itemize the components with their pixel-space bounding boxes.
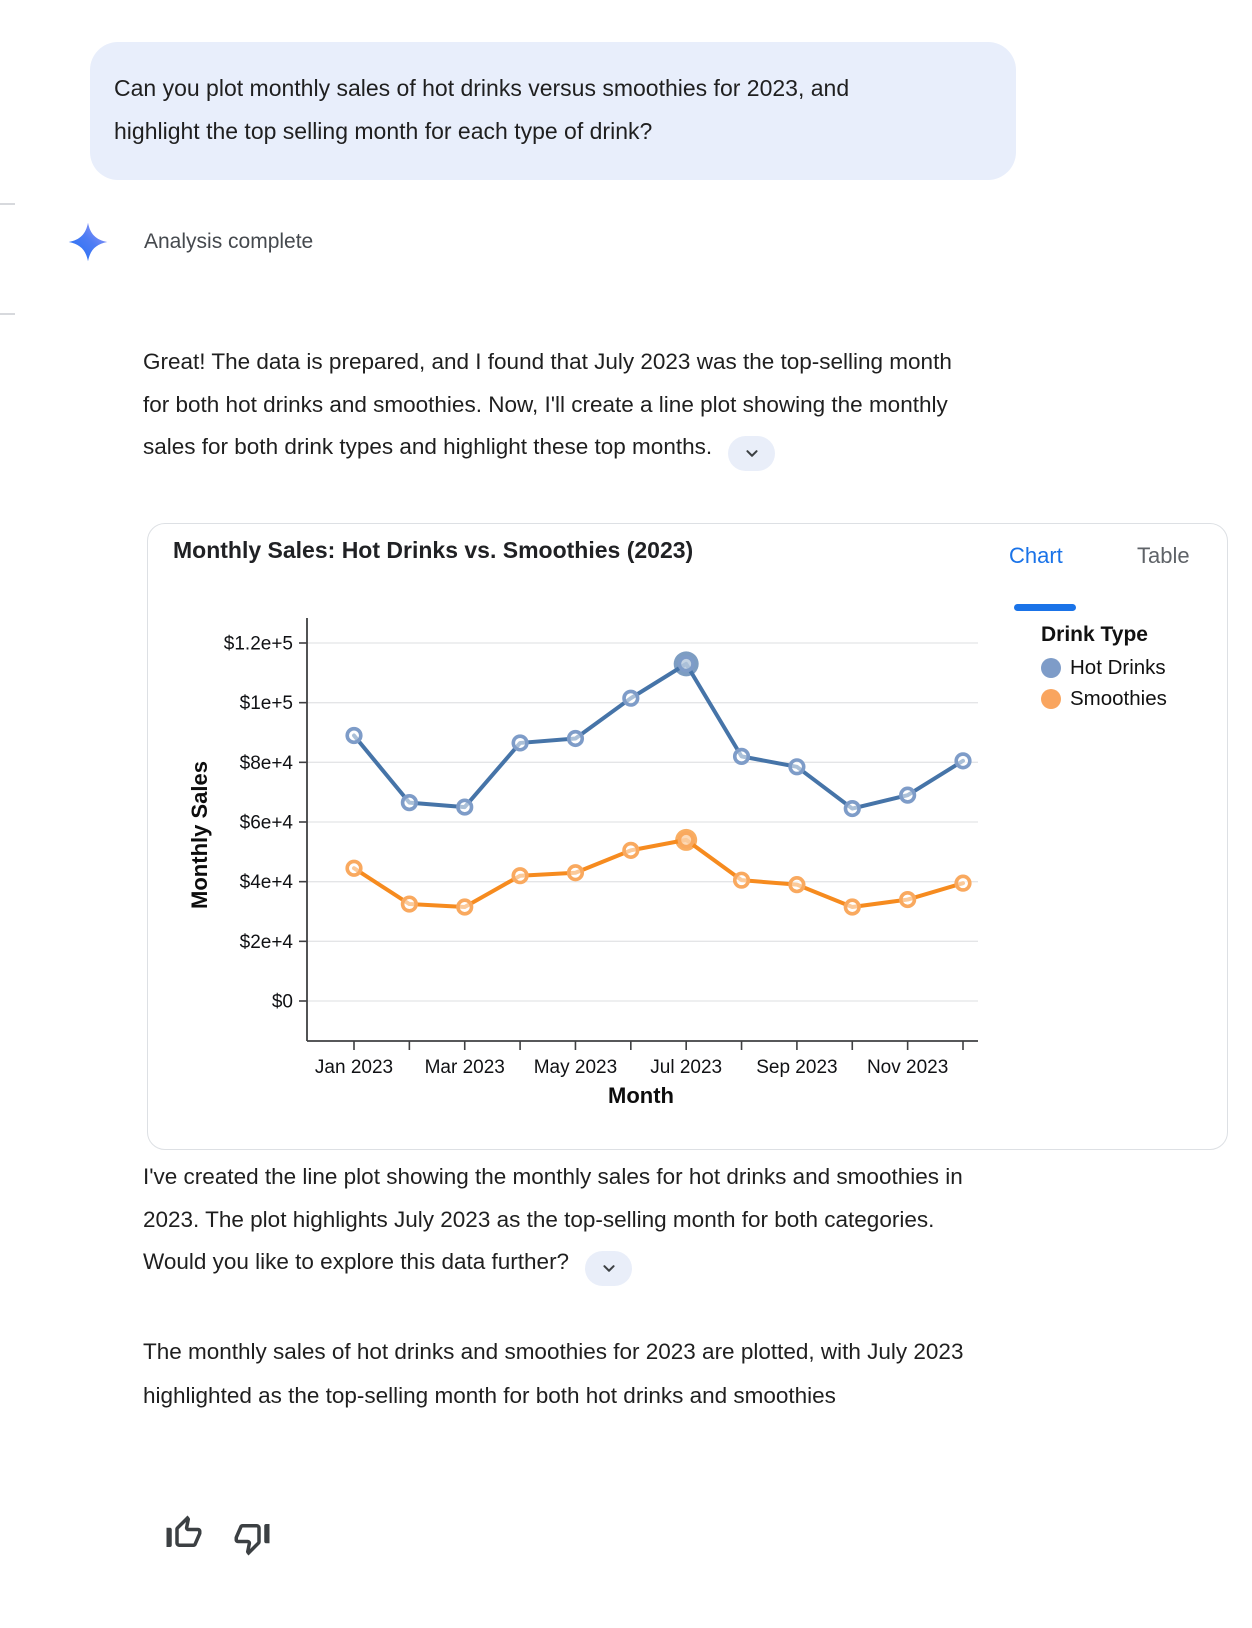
analysis-status-row bbox=[66, 218, 313, 266]
svg-text:$6e+4: $6e+4 bbox=[239, 812, 293, 834]
legend-title: Drink Type bbox=[1041, 623, 1148, 646]
chevron-down-icon bbox=[598, 1257, 620, 1279]
feedback-bar bbox=[163, 1512, 273, 1559]
paragraph-line-text: sales for both drink types and highlight these top months. bbox=[143, 434, 713, 459]
user-message-line: Can you plot monthly sales of hot drinks versus smoothies for 2023, and bbox=[114, 75, 850, 101]
expand-details-button[interactable] bbox=[585, 1251, 632, 1286]
paragraph-line bbox=[143, 1241, 1213, 1286]
paragraph-line: 2023. The plot highlights July 2023 as the top-selling month for both categories. bbox=[143, 1206, 935, 1232]
assistant-summary-paragraph bbox=[143, 1330, 1213, 1418]
paragraph-line bbox=[143, 426, 1203, 471]
svg-text:Jan 2023: Jan 2023 bbox=[314, 1057, 394, 1078]
chevron-down-icon bbox=[741, 442, 763, 464]
chart-legend bbox=[1041, 623, 1167, 718]
legend-item-smoothies bbox=[1041, 687, 1167, 711]
assistant-followup-paragraph bbox=[143, 1156, 1213, 1286]
paragraph-line: I've created the line plot showing the monthly sales for hot drinks and smoothies in bbox=[143, 1164, 963, 1189]
svg-text:$0: $0 bbox=[271, 991, 293, 1013]
svg-text:$8e+4: $8e+4 bbox=[239, 752, 293, 774]
legend-label: Smoothies bbox=[1070, 687, 1167, 710]
legend-item-hot-drinks bbox=[1041, 656, 1167, 680]
svg-text:$2e+4: $2e+4 bbox=[239, 931, 293, 953]
user-message-line: highlight the top selling month for each type of drink? bbox=[114, 118, 653, 144]
legend-label: Hot Drinks bbox=[1070, 656, 1166, 679]
left-edge-divider bbox=[0, 313, 15, 315]
svg-text:Nov 2023: Nov 2023 bbox=[866, 1057, 949, 1078]
active-tab-indicator bbox=[1014, 604, 1076, 611]
thumb-up-icon[interactable] bbox=[163, 1512, 205, 1554]
svg-text:$4e+4: $4e+4 bbox=[239, 872, 293, 894]
left-edge-divider bbox=[0, 203, 15, 205]
chart-card-title: Monthly Sales: Hot Drinks vs. Smoothies (2023) bbox=[173, 537, 694, 563]
assistant-intro-paragraph bbox=[143, 341, 1203, 471]
svg-text:Mar 2023: Mar 2023 bbox=[424, 1057, 505, 1078]
paragraph-line: for both hot drinks and smoothies. Now, I'll create a line plot showing the monthly bbox=[143, 391, 948, 417]
x-axis-title: Month bbox=[608, 1083, 674, 1108]
svg-text:$1e+5: $1e+5 bbox=[239, 693, 293, 715]
user-message-bubble bbox=[90, 42, 1016, 180]
expand-reasoning-button[interactable] bbox=[728, 436, 775, 471]
svg-text:Sep 2023: Sep 2023 bbox=[756, 1057, 838, 1078]
tab-table[interactable]: Table bbox=[1137, 543, 1190, 568]
hot-drinks-color-dot bbox=[1041, 658, 1061, 678]
status-text: Analysis complete bbox=[144, 230, 314, 253]
paragraph-line: highlighted as the top-selling month for both hot drinks and smoothies bbox=[143, 1383, 836, 1408]
svg-text:May 2023: May 2023 bbox=[533, 1057, 618, 1078]
svg-text:$1.2e+5: $1.2e+5 bbox=[223, 633, 293, 655]
svg-text:Jul 2023: Jul 2023 bbox=[650, 1057, 723, 1078]
thumb-down-icon[interactable] bbox=[231, 1517, 273, 1559]
tab-chart[interactable]: Chart bbox=[1009, 543, 1063, 568]
y-axis-title: Monthly Sales bbox=[187, 761, 212, 909]
gemini-sparkle-icon bbox=[66, 218, 110, 266]
paragraph-line: The monthly sales of hot drinks and smoothies for 2023 are plotted, with July 2023 bbox=[143, 1339, 964, 1364]
sales-line-chart[interactable] bbox=[180, 600, 990, 1090]
paragraph-line: Great! The data is prepared, and I found that July 2023 was the top-selling month bbox=[143, 349, 952, 374]
paragraph-line-text: Would you like to explore this data further? bbox=[143, 1249, 570, 1274]
smoothies-color-dot bbox=[1041, 689, 1061, 709]
